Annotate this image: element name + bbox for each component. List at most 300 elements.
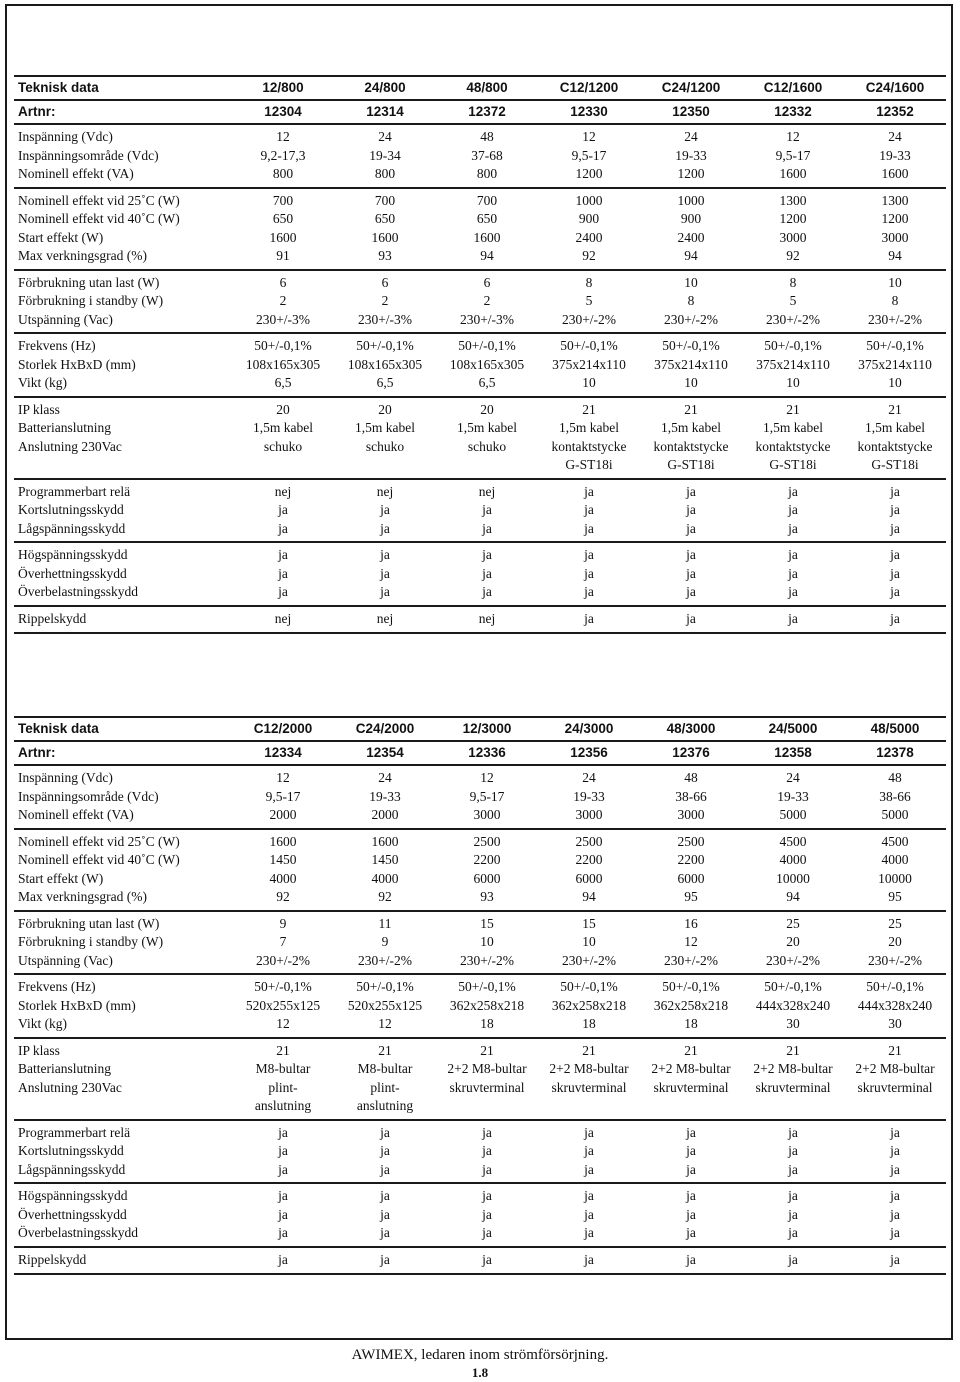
spec-label: Överbelastningsskydd [18, 584, 138, 599]
artnr-label: Artnr: [14, 100, 232, 124]
spec-value: 6 [279, 274, 287, 290]
footer-tagline: AWIMEX, ledaren inom strömförsörjning. [351, 1347, 609, 1363]
spec-table-2 [14, 716, 946, 1275]
spec-value: 50+/-0,1% [254, 979, 312, 994]
spec-group-row [14, 270, 946, 334]
spec-value: 1600 [371, 229, 399, 245]
spec-value: ja [278, 1251, 288, 1267]
spec-value: G-ST18i [667, 457, 715, 472]
spec-values [436, 1120, 538, 1184]
spec-value: 6 [381, 274, 389, 290]
spec-values [844, 333, 946, 397]
spec-values [538, 188, 640, 270]
spec-value: ja [584, 1251, 594, 1267]
spec-label: Lågspänningsskydd [18, 1161, 126, 1177]
spec-label: Högspänningsskydd [18, 547, 128, 562]
spec-values [334, 397, 436, 479]
spec-values [538, 974, 640, 1038]
spec-value: ja [278, 547, 288, 562]
spec-value [742, 1097, 844, 1116]
spec-values [640, 974, 742, 1038]
spec-value: 1200 [575, 166, 603, 181]
spec-values [334, 270, 436, 334]
model-name: 48/5000 [844, 717, 946, 741]
model-name: 12/3000 [436, 717, 538, 741]
spec-value: 1600 [473, 229, 501, 245]
spec-group [14, 765, 946, 829]
spec-value: ja [686, 1206, 696, 1222]
spec-values [334, 1120, 436, 1184]
spec-label: Förbrukning utan last (W) [18, 915, 160, 931]
spec-values [844, 397, 946, 479]
spec-value: 21 [888, 401, 902, 417]
spec-values [436, 829, 538, 911]
spec-labels [14, 1120, 232, 1184]
article-number: 12354 [334, 741, 436, 765]
spec-value: 50+/-0,1% [356, 338, 414, 353]
spec-group-row [14, 606, 946, 634]
spec-group [14, 397, 946, 479]
article-number: 12332 [742, 100, 844, 124]
spec-label: Kortslutningsskydd [18, 1143, 124, 1158]
spec-value: 230+/-2% [867, 952, 923, 968]
spec-value: plint- [370, 1079, 400, 1095]
spec-values [742, 606, 844, 634]
spec-value: 20 [276, 401, 290, 417]
spec-value: nej [478, 483, 496, 499]
spec-value: 10000 [878, 870, 912, 886]
spec-label: IP klass [18, 1042, 60, 1058]
spec-value: ja [584, 547, 594, 562]
spec-value: 230+/-2% [561, 952, 617, 968]
spec-value: 1,5m kabel [661, 420, 721, 435]
spec-value: 10 [888, 274, 902, 290]
spec-labels [14, 1183, 232, 1247]
spec-value: ja [380, 1161, 390, 1177]
spec-value: 800 [476, 166, 498, 181]
spec-values [232, 188, 334, 270]
spec-value: ja [890, 547, 900, 562]
spec-value: 37-68 [471, 147, 503, 163]
spec-value: 108x165x305 [245, 356, 321, 372]
spec-value: 21 [582, 1042, 596, 1058]
spec-value: ja [890, 610, 900, 626]
spec-group-row [14, 765, 946, 829]
spec-value: schuko [365, 438, 405, 454]
spec-value: 6000 [575, 870, 603, 886]
spec-value: 2 [483, 293, 491, 308]
spec-value: 10 [888, 375, 902, 390]
spec-value: ja [686, 1143, 696, 1158]
spec-value: 19-33 [777, 788, 809, 804]
spec-value: 230+/-2% [663, 952, 719, 968]
spec-value: 18 [582, 1016, 596, 1031]
spec-values [232, 124, 334, 188]
spec-value: ja [686, 1124, 696, 1140]
spec-value: 24 [378, 129, 392, 144]
spec-value: 230+/-2% [867, 311, 923, 327]
spec-value: 50+/-0,1% [662, 979, 720, 994]
spec-label: Frekvens (Hz) [18, 338, 96, 353]
header-label: Teknisk data [14, 76, 232, 100]
model-name: C12/1600 [742, 76, 844, 100]
spec-value: ja [380, 1188, 390, 1203]
spec-values [844, 1038, 946, 1120]
spec-value: 19-33 [369, 788, 401, 804]
spec-value: 1000 [575, 192, 603, 208]
spec-values [232, 1120, 334, 1184]
spec-values [436, 1247, 538, 1275]
spec-group [14, 124, 946, 188]
spec-value: 21 [276, 1042, 290, 1058]
spec-values [640, 1120, 742, 1184]
spec-value: 15 [480, 915, 494, 931]
spec-value: 94 [582, 889, 596, 904]
spec-value: 21 [786, 401, 800, 417]
spec-value: 1600 [269, 833, 297, 849]
spec-value: 375x214x110 [654, 356, 728, 372]
spec-group [14, 829, 946, 911]
model-name: 24/3000 [538, 717, 640, 741]
spec-group-row [14, 911, 946, 975]
spec-value: 94 [684, 248, 698, 263]
spec-value: 50+/-0,1% [560, 338, 618, 353]
spec-value: 1600 [269, 229, 297, 245]
spec-value: 50+/-0,1% [458, 979, 516, 994]
spec-label: Nominell effekt vid 25˚C (W) [18, 192, 180, 208]
spec-values [538, 829, 640, 911]
spec-labels [14, 974, 232, 1038]
spec-value: 700 [272, 192, 294, 208]
spec-values [742, 542, 844, 606]
article-number: 12304 [232, 100, 334, 124]
spec-value: 6,5 [376, 375, 394, 390]
spec-value: ja [380, 565, 390, 581]
spec-values [538, 397, 640, 479]
spec-value: 10000 [776, 870, 810, 886]
spec-values [742, 911, 844, 975]
spec-value: 2400 [677, 229, 705, 245]
spec-value: ja [890, 1251, 900, 1267]
article-number: 12352 [844, 100, 946, 124]
spec-label: Nominell effekt vid 40˚C (W) [18, 852, 180, 867]
spec-labels [14, 542, 232, 606]
spec-value: 362x258x218 [449, 997, 525, 1013]
spec-label: Storlek HxBxD (mm) [18, 997, 136, 1013]
spec-label: Förbrukning i standby (W) [18, 934, 164, 949]
spec-value [538, 1097, 640, 1116]
spec-label: Storlek HxBxD (mm) [18, 356, 136, 372]
spec-value: 230+/-3% [255, 311, 311, 327]
spec-value: 21 [582, 401, 596, 417]
spec-value: 50+/-0,1% [560, 979, 618, 994]
spec-value: 12 [582, 129, 596, 144]
spec-value: 25 [888, 915, 902, 931]
spec-label: IP klass [18, 401, 60, 417]
spec-group-row [14, 124, 946, 188]
spec-value: ja [380, 520, 390, 536]
spec-values [640, 1183, 742, 1247]
spec-value: 1600 [881, 166, 909, 181]
spec-value: 1200 [881, 211, 909, 226]
spec-value: 94 [888, 248, 902, 263]
spec-value: 1000 [677, 192, 705, 208]
spec-values [844, 270, 946, 334]
spec-value: nej [376, 610, 394, 626]
spec-label: Batterianslutning [18, 420, 111, 435]
spec-value: kontaktstycke [653, 438, 729, 454]
spec-values [232, 542, 334, 606]
spec-value: ja [788, 1143, 798, 1158]
model-name: C12/2000 [232, 717, 334, 741]
spec-value: 8 [891, 293, 899, 308]
spec-label: Vikt (kg) [18, 1016, 68, 1031]
spec-group-row [14, 1120, 946, 1184]
spec-value [436, 456, 538, 475]
spec-value: 7 [279, 934, 287, 949]
spec-values [232, 974, 334, 1038]
spec-label: Max verkningsgrad (%) [18, 889, 147, 904]
spec-group [14, 270, 946, 334]
spec-value: 1,5m kabel [865, 420, 925, 435]
spec-value: 1,5m kabel [355, 420, 415, 435]
spec-values [538, 1038, 640, 1120]
spec-value: 92 [786, 248, 800, 263]
spec-value: ja [278, 1161, 288, 1177]
spec-value: ja [482, 502, 492, 517]
spec-value: ja [278, 1206, 288, 1222]
model-name: C12/1200 [538, 76, 640, 100]
spec-values [436, 1038, 538, 1120]
article-number: 12330 [538, 100, 640, 124]
spec-value: ja [890, 483, 900, 499]
spec-value: 800 [272, 166, 294, 181]
spec-value: ja [686, 520, 696, 536]
spec-values [844, 765, 946, 829]
spec-group-row [14, 333, 946, 397]
article-number: 12372 [436, 100, 538, 124]
spec-values [742, 270, 844, 334]
spec-value: 2+2 M8-bultar [753, 1061, 833, 1076]
spec-value: 2000 [269, 807, 297, 822]
spec-value: 5000 [779, 807, 807, 822]
spec-value: ja [482, 565, 492, 581]
spec-value: 21 [888, 1042, 902, 1058]
spec-group [14, 1247, 946, 1275]
spec-value: ja [788, 1225, 798, 1240]
spec-values [844, 124, 946, 188]
spec-value: ja [686, 610, 696, 626]
spec-values [334, 911, 436, 975]
spec-value: 2+2 M8-bultar [651, 1061, 731, 1076]
spec-value: 2500 [677, 833, 705, 849]
spec-value: 230+/-3% [357, 311, 413, 327]
spec-values [538, 606, 640, 634]
spec-value: 21 [684, 401, 698, 417]
spec-value: ja [380, 502, 390, 517]
spec-value: ja [584, 1188, 594, 1203]
spec-label: Nominell effekt vid 25˚C (W) [18, 833, 180, 849]
spec-labels [14, 911, 232, 975]
spec-value: 9,5-17 [469, 788, 505, 804]
spec-values [436, 606, 538, 634]
spec-value: 10 [582, 375, 596, 390]
spec-value: 1,5m kabel [457, 420, 517, 435]
artnr-row [14, 100, 946, 124]
spec-group-row [14, 1247, 946, 1275]
spec-value: ja [890, 502, 900, 517]
spec-value: 94 [480, 248, 494, 263]
spec-value: nej [274, 483, 292, 499]
article-number: 12378 [844, 741, 946, 765]
spec-value: ja [482, 1124, 492, 1140]
spec-values [232, 911, 334, 975]
spec-values [640, 1247, 742, 1275]
spec-value: G-ST18i [871, 457, 919, 472]
spec-label [18, 1097, 232, 1116]
spec-value: ja [788, 1206, 798, 1222]
spec-value: 9,5-17 [265, 788, 301, 804]
header-row [14, 717, 946, 741]
spec-value: 10 [480, 934, 494, 949]
spec-value: 10 [684, 375, 698, 390]
spec-value: 230+/-2% [765, 952, 821, 968]
spec-value: ja [686, 483, 696, 499]
spec-value: ja [482, 584, 492, 599]
spec-value: ja [482, 1206, 492, 1222]
spec-value: ja [686, 1225, 696, 1240]
spec-label: Överbelastningsskydd [18, 1225, 138, 1240]
spec-value: 375x214x110 [552, 356, 626, 372]
spec-value: 108x165x305 [449, 356, 525, 372]
spec-value: 19-33 [675, 147, 707, 163]
spec-value: 20 [786, 934, 800, 949]
spec-value: ja [890, 520, 900, 536]
spec-value: 16 [684, 915, 698, 931]
spec-value: ja [584, 610, 594, 626]
header-row [14, 76, 946, 100]
spec-value: 91 [276, 248, 290, 263]
spec-value: 30 [786, 1016, 800, 1031]
spec-values [334, 1247, 436, 1275]
spec-value: schuko [263, 438, 303, 454]
spec-value: 3000 [779, 229, 807, 245]
spec-value: 6 [483, 274, 491, 290]
spec-value: ja [686, 502, 696, 517]
spec-value: 2 [381, 293, 389, 308]
spec-value: 2+2 M8-bultar [447, 1061, 527, 1076]
model-name: 48/3000 [640, 717, 742, 741]
spec-value: skruvterminal [551, 1079, 627, 1095]
article-number: 12334 [232, 741, 334, 765]
spec-value: 520x255x125 [245, 997, 321, 1013]
spec-values [844, 188, 946, 270]
spec-value: ja [890, 1161, 900, 1177]
spec-value: ja [380, 1143, 390, 1158]
spec-value: 8 [789, 274, 797, 290]
spec-values [640, 911, 742, 975]
spec-value: 230+/-2% [357, 952, 413, 968]
spec-values [538, 1120, 640, 1184]
spec-value: 6,5 [478, 375, 496, 390]
spec-value: 6000 [473, 870, 501, 886]
spec-label: Frekvens (Hz) [18, 979, 96, 994]
spec-labels [14, 829, 232, 911]
spec-value: ja [584, 1225, 594, 1240]
spec-values [436, 974, 538, 1038]
spec-values [436, 333, 538, 397]
spec-values [538, 911, 640, 975]
spec-value: 93 [480, 889, 494, 904]
spec-group [14, 911, 946, 975]
spec-value: 2000 [371, 807, 399, 822]
spec-group [14, 333, 946, 397]
spec-value: 50+/-0,1% [356, 979, 414, 994]
spec-values [640, 124, 742, 188]
spec-label: Programmerbart relä [18, 483, 131, 499]
spec-label: Nominell effekt (VA) [18, 807, 134, 822]
spec-value: ja [686, 565, 696, 581]
spec-labels [14, 333, 232, 397]
spec-value: ja [584, 1143, 594, 1158]
artnr-row [14, 741, 946, 765]
spec-label: Utspänning (Vac) [18, 952, 113, 968]
spec-value: 2200 [575, 852, 603, 867]
spec-values [436, 479, 538, 543]
spec-value: nej [478, 610, 496, 626]
spec-value: 10 [582, 934, 596, 949]
spec-values [640, 270, 742, 334]
spec-value: 1600 [371, 833, 399, 849]
spec-values [334, 124, 436, 188]
spec-value: nej [274, 610, 292, 626]
spec-value: ja [482, 1188, 492, 1203]
spec-value: 5 [789, 293, 797, 308]
spec-value: 2500 [473, 833, 501, 849]
spec-value: 24 [786, 770, 800, 785]
spec-label: Inspänning (Vdc) [18, 770, 113, 785]
spec-value: ja [278, 1143, 288, 1158]
spec-values [436, 542, 538, 606]
spec-label: Vikt (kg) [18, 375, 68, 390]
spec-value: ja [584, 1161, 594, 1177]
spec-value: 1450 [269, 852, 297, 867]
spec-value: 11 [378, 915, 392, 931]
spec-label: Batterianslutning [18, 1061, 111, 1076]
spec-values [538, 542, 640, 606]
spec-value: 50+/-0,1% [764, 979, 822, 994]
spec-value: ja [584, 584, 594, 599]
spec-value: 24 [888, 129, 902, 144]
spec-values [232, 479, 334, 543]
spec-value: 2200 [677, 852, 705, 867]
spec-values [232, 397, 334, 479]
spec-values [640, 397, 742, 479]
spec-value: 4500 [881, 833, 909, 849]
spec-values [334, 333, 436, 397]
spec-value: ja [686, 1188, 696, 1203]
spec-value: ja [278, 520, 288, 536]
spec-value: 15 [582, 915, 596, 931]
spec-value: 650 [272, 211, 294, 226]
artnr-label: Artnr: [14, 741, 232, 765]
spec-value: ja [890, 1143, 900, 1158]
spec-group [14, 974, 946, 1038]
spec-value: 21 [480, 1042, 494, 1058]
spec-value: 12 [684, 934, 698, 949]
spec-value: 8 [687, 293, 695, 308]
spec-value: 1300 [881, 192, 909, 208]
